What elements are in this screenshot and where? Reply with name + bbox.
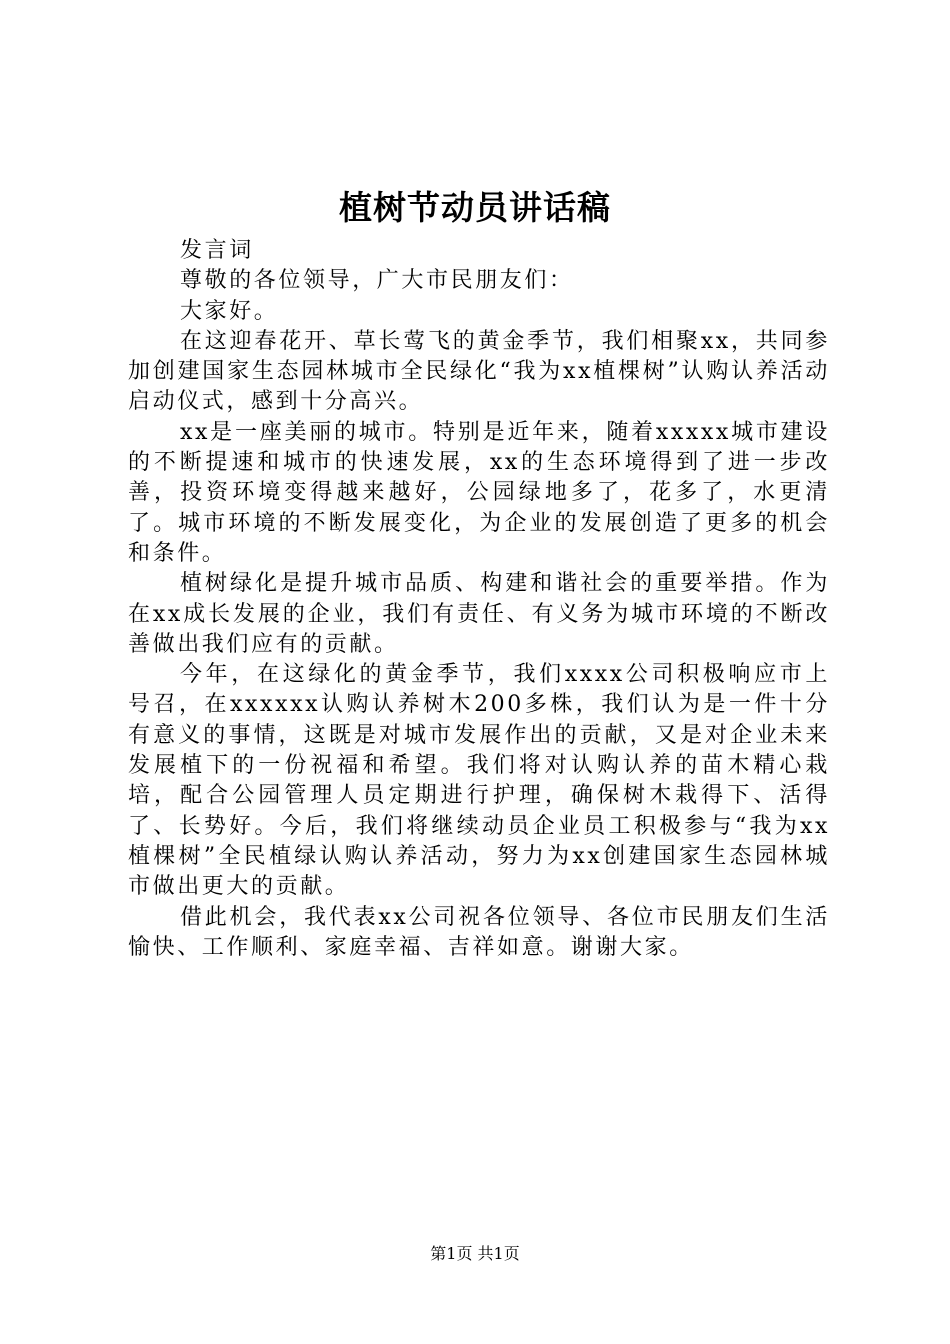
- paragraph: xx是一座美丽的城市。特别是近年来，随着xxxxx城市建设的不断提速和城市的快速发展，xx的生态环境得到了进一步改善，投资环境变得越来越好，公园绿地多了，花多了，水更清了。城市环境的不断发展变化，为企业的发展创造了更多的机会和条件。: [128, 419, 830, 566]
- paragraph-heading: 发言词: [180, 238, 254, 263]
- paragraph: 今年，在这绿化的黄金季节，我们xxxx公司积极响应市上号召，在xxxxxx认购认养树木200多株，我们认为是一件十分有意义的事情，这既是对城市发展作出的贡献，又是对企业未来发展植下的一份祝福和希望。我们将对认购认养的苗木精心栽培，配合公园管理人员定期进行护理，确保树木栽得下、活得了、长势好。今后，我们将继续动员企业员工积极参与“我为xx植棵树”全民植绿认购认养活动，努力为xx创建国家生态园林城市做出更大的贡献。: [128, 662, 830, 900]
- paragraph: 在这迎春花开、草长莺飞的黄金季节，我们相聚xx，共同参加创建国家生态园林城市全民绿化“我为xx植棵树”认购认养活动启动仪式，感到十分高兴。: [128, 328, 830, 415]
- paragraph: 植树绿化是提升城市品质、构建和谐社会的重要举措。作为在xx成长发展的企业，我们有责任、有义务为城市环境的不断改善做出我们应有的贡献。: [128, 571, 830, 657]
- document-title: 植树节动员讲话稿: [339, 188, 611, 227]
- paragraph-salutation: 尊敬的各位领导，广大市民朋友们：: [180, 268, 574, 294]
- paragraph-greeting: 大家好。: [180, 298, 279, 324]
- page-footer: 第1页 共1页: [430, 1244, 520, 1263]
- document-body: [128, 236, 830, 963]
- paragraph-closing: 借此机会，我代表xx公司祝各位领导、各位市民朋友们生活愉快、工作顺利、家庭幸福、吉祥如意。谢谢大家。: [128, 904, 830, 960]
